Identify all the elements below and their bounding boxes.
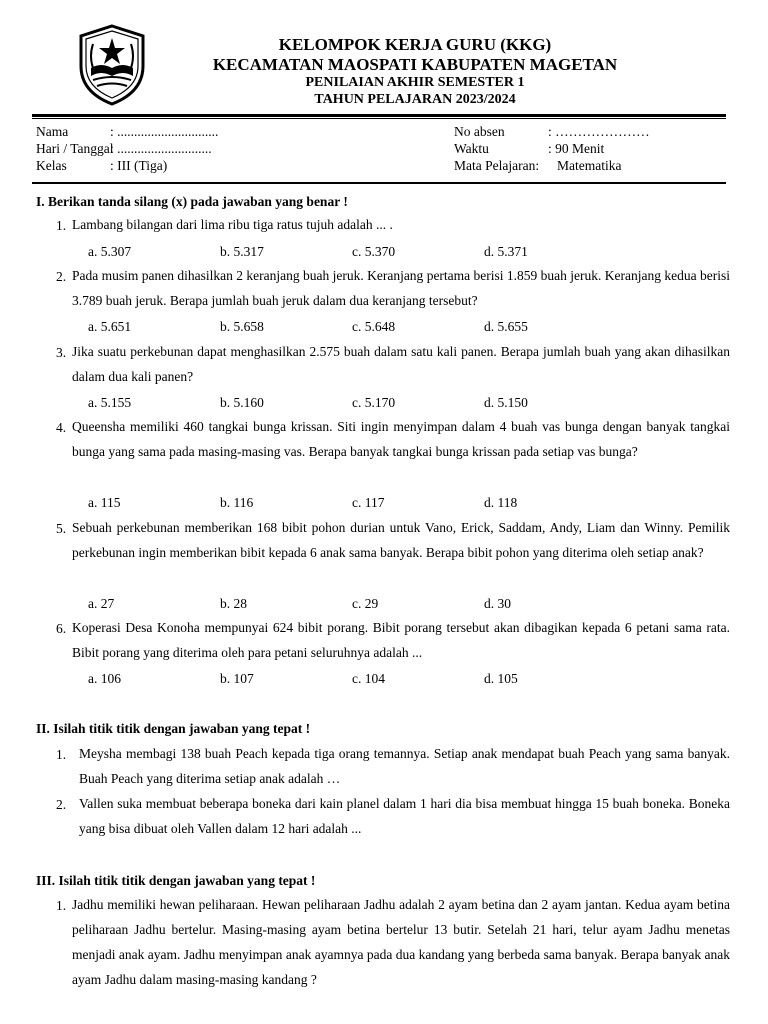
question-number: 6. (56, 621, 67, 636)
option-d: d. 5.655 (484, 319, 528, 334)
question-text: Pada musim panen dihasilkan 2 keranjang buah jeruk. Keranjang pertama berisi 1.859 buah jeruk. Keranjang kedua berisi 3.789 buah jeruk. Berapa jumlah buah jeruk dalam dua keranjang tersebut? (72, 268, 730, 308)
option-b: b. 107 (220, 671, 254, 686)
option-a: a. 5.307 (88, 244, 132, 259)
option-c: c. 5.170 (352, 395, 396, 410)
question-text: Lambang bilangan dari lima ribu tiga ratus tujuh adalah ... . (72, 217, 393, 232)
option-d: d. 5.371 (484, 244, 528, 259)
nama-value: : .............................. (110, 124, 219, 139)
option-c: c. 5.370 (352, 244, 396, 259)
waktu-value: : 90 Menit (548, 141, 605, 156)
question-text: Queensha memiliki 460 tangkai bunga krissan. Siti ingin menyimpan dalam 4 buah vas bunga dengan banyak tangkai bunga yang sama pada masing-masing vas. Berapa banyak tangkai bunga krissan pada setiap vas bunga? (72, 419, 730, 459)
question-text: Jika suatu perkebunan dapat menghasilkan 2.575 buah dalam satu kali panen. Berapa jumlah buah yang akan dihasilkan dalam dua kali panen? (72, 344, 730, 384)
nama-label: Nama (36, 124, 69, 139)
mata-pelajaran-label: Mata Pelajaran: (454, 158, 540, 173)
question-text: Sebuah perkebunan memberikan 168 bibit pohon durian untuk Vano, Erick, Saddam, Andy, Liam dan Winny. Pemilik perkebunan ingin memberikan bibit kepada 6 anak sama banyak. Berapa bibit pohon yang diterima oleh setiap anak? (72, 520, 730, 560)
option-c: c. 104 (352, 671, 385, 686)
option-d: d. 118 (484, 495, 518, 510)
kelas-label: Kelas (36, 158, 67, 173)
option-c: c. 29 (352, 596, 379, 611)
header-school-year: TAHUN PELAJARAN 2023/2024 (314, 92, 516, 107)
question-number: 5. (56, 521, 67, 536)
option-a: a. 27 (88, 596, 115, 611)
question-number: 1. (56, 218, 67, 233)
header-kecamatan: KECAMATAN MAOSPATI KABUPATEN MAGETAN (212, 55, 618, 74)
section-2-title: II. Isilah titik titik dengan jawaban yang tepat ! (36, 721, 311, 736)
question-number: 1. (56, 747, 67, 762)
option-a: a. 5.651 (88, 319, 132, 334)
option-a: a. 115 (88, 495, 121, 510)
header-exam-title: PENILAIAN AKHIR SEMESTER 1 (305, 75, 525, 90)
mata-pelajaran-value: Matematika (557, 158, 622, 173)
option-b: b. 5.317 (220, 244, 264, 259)
option-b: b. 116 (220, 495, 254, 510)
header-divider-thick (32, 114, 726, 117)
question-number: 1. (56, 898, 67, 913)
question-number: 2. (56, 269, 67, 284)
option-a: a. 5.155 (88, 395, 132, 410)
option-d: d. 30 (484, 596, 511, 611)
question-text: Jadhu memiliki hewan peliharaan. Hewan peliharaan Jadhu adalah 2 ayam betina dan 2 ayam jantan. Kedua ayam betina peliharaan Jadhu bertelur. Masing-masing ayam betina bertelur 13 butir. Setelah 21 hari, telur ayam Jadhu menetas menjadi anak ayam. Jadhu menyimpan anak ayamnya pada dua kandang yang berbeda sama banyak. Berapa banyak anak ayam Jadhu dalam masing-masing kandang ? (72, 897, 730, 987)
question-number: 2. (56, 797, 67, 812)
hari-tanggal-value: : ............................ (110, 141, 212, 156)
question-number: 4. (56, 420, 67, 435)
option-b: b. 28 (220, 596, 247, 611)
option-d: d. 5.150 (484, 395, 528, 410)
question-number: 3. (56, 345, 67, 360)
no-absen-label: No absen (454, 124, 505, 139)
identity-divider (32, 182, 726, 184)
section-1-title: I. Berikan tanda silang (x) pada jawaban yang benar ! (36, 194, 348, 209)
section-3-title: III. Isilah titik titik dengan jawaban yang tepat ! (36, 873, 316, 888)
no-absen-value: : ………………… (548, 124, 650, 139)
option-b: b. 5.658 (220, 319, 264, 334)
kelas-value: : III (Tiga) (110, 158, 168, 173)
waktu-label: Waktu (454, 141, 489, 156)
option-c: c. 117 (352, 495, 385, 510)
option-d: d. 105 (484, 671, 518, 686)
option-b: b. 5.160 (220, 395, 264, 410)
option-a: a. 106 (88, 671, 121, 686)
hari-tanggal-label: Hari / Tanggal (36, 141, 114, 156)
question-text: Meysha membagi 138 buah Peach kepada tiga orang temannya. Setiap anak mendapat buah Peach yang sama banyak. Buah Peach yang diterima setiap anak adalah … (79, 746, 730, 786)
header-kkg: KELOMPOK KERJA GURU (KKG) (278, 35, 552, 54)
header-divider-thin (32, 118, 726, 119)
question-text: Vallen suka membuat beberapa boneka dari kain planel dalam 1 hari dia bisa membuat hingga 15 buah boneka. Boneka yang bisa dibuat oleh Vallen dalam 12 hari adalah ... (79, 796, 730, 836)
district-crest-logo (77, 24, 147, 106)
question-text: Koperasi Desa Konoha mempunyai 624 bibit porang. Bibit porang tersebut akan dibagikan kepada 6 petani sama rata. Bibit porang yang diterima oleh para petani seluruhnya adalah ... (72, 620, 730, 660)
option-c: c. 5.648 (352, 319, 396, 334)
